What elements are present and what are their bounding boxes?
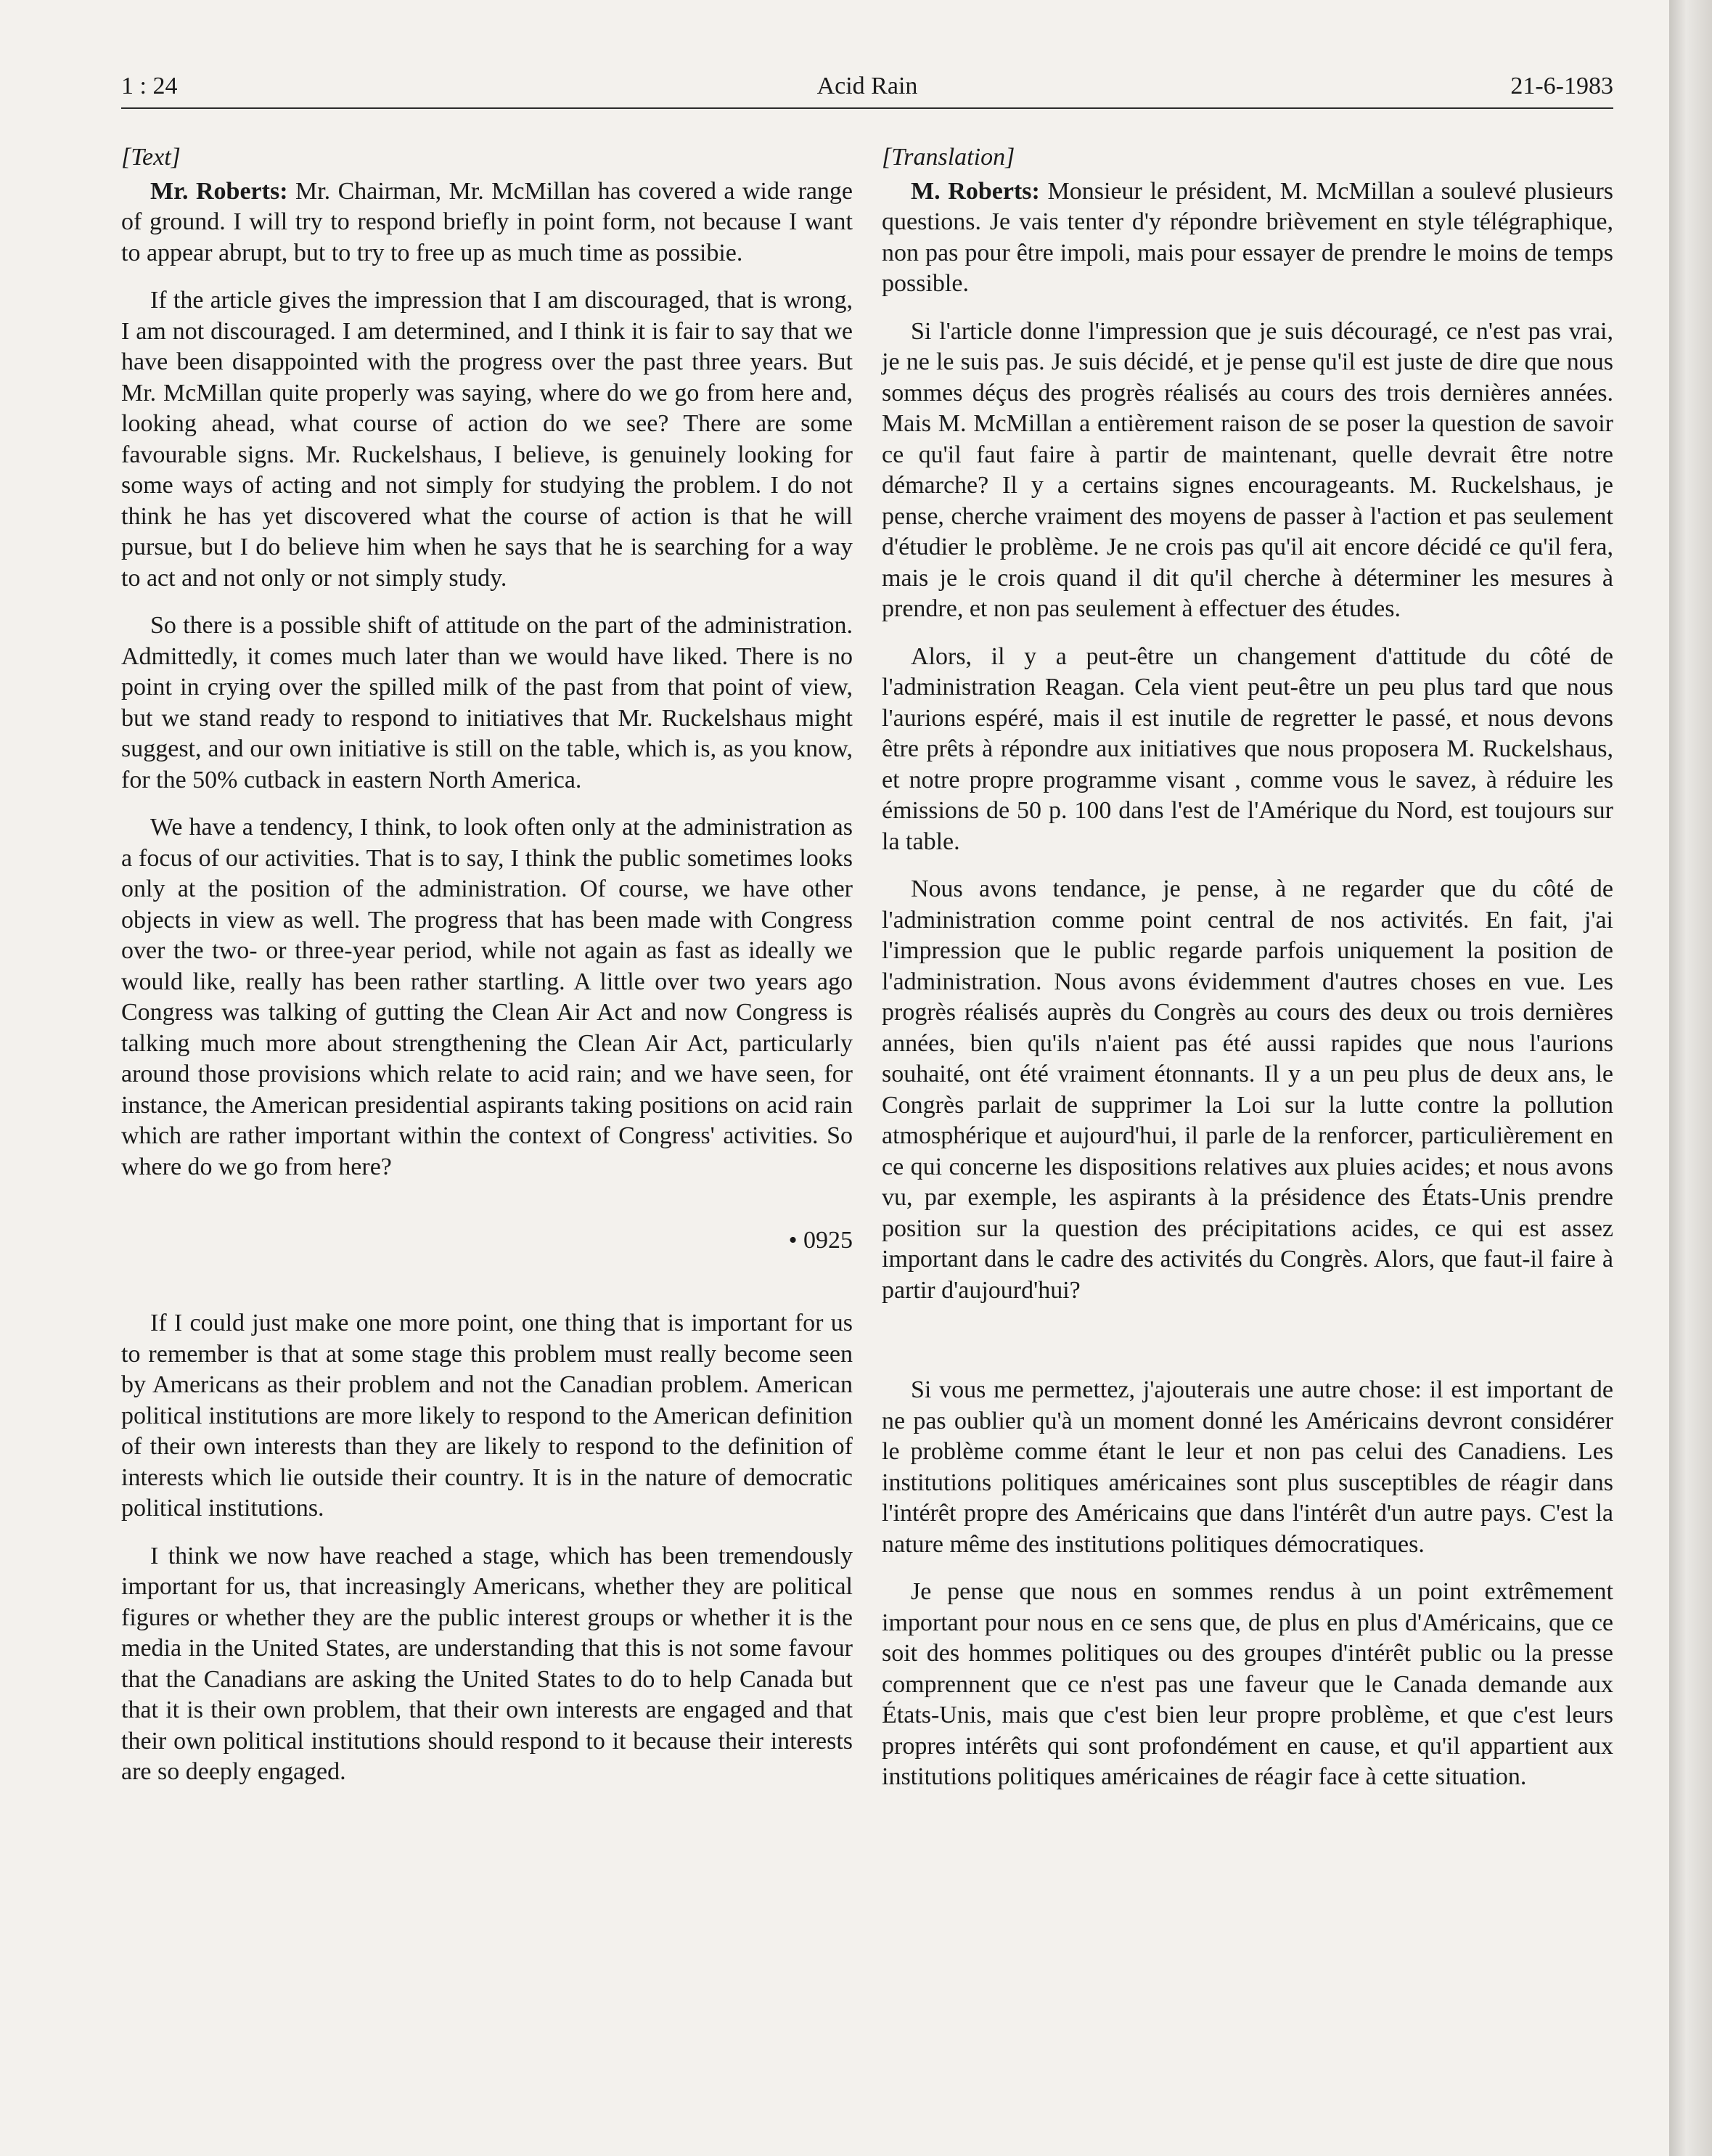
paragraph: Je pense que nous en sommes rendus à un point extrêmement important pour nous en ce sens que, de plus en plus d'Américains, que ce soit des hommes politiques ou des groupes d'intérêt public ou la presse comprennent que ce n'est pas une faveur que le Canada demande aux États-Unis, mais que c'est bien leur propre problème, et que c'est leurs propres intérêts qui sont profondément en cause, et qu'il appartient aux institutions politiques américaines de réagir face à cette situation. [882, 1578, 1613, 1790]
time-marker-block [121, 1199, 853, 1308]
paragraph: So there is a possible shift of attitude on the part of the administration. Admittedly, it comes much later than we would have liked. There is no point in crying over the spilled milk of the past from that point of view, but we stand ready to respond to initiatives that Mr. Ruckelshaus might suggest, and our own initiative is still on the table, which is, as you know, for the 50% cutback in eastern North America. [121, 612, 853, 793]
paragraph: I think we now have reached a stage, which has been tremendously important for us, that increasingly Americans, whether they are political figures or whether they are the public interest groups or whether it is the media in the United States, are understanding that this is not some favour that the Canadians are asking the United States to do to help Canada but that it is their own problem, that their own interests are engaged and that their own political institutions should respond to it because their interests are so deeply engaged. [121, 1542, 853, 1785]
header-rule [121, 107, 1613, 109]
paragraph: Alors, il y a peut-être un changement d'attitude du côté de l'administration Reagan. Cela vient peut-être un peu plus tard que nous l'aurions espéré, mais il est inutile de regretter le passé, et nous devons être prêts à répondre aux initiatives que nous proposera M. Ruckelshaus, et notre propre programme visant , comme vous le savez, à réduire les émissions de 50 p. 100 dans l'est de l'Amérique du Nord, est toujours sur la table. [882, 642, 1613, 855]
paragraph [882, 176, 1613, 300]
paragraph [121, 176, 853, 269]
paragraph: Si l'article donne l'impression que je suis découragé, ce n'est pas vrai, je ne le suis pas. Je suis décidé, et je pense qu'il est juste de dire que nous sommes déçus des progrès réalisés au cours des trois dernières années. Mais M. McMillan a entièrement raison de se poser la question de savoir ce qu'il faut faire à partir de maintenant, quelle devrait être notre démarche? Il y a certains signes encourageants. M. Ruckelshaus, je pense, cherche vraiment des moyens de passer à l'action et pas seulement d'étudier le problème. Je ne crois pas qu'il ait encore décidé ce qu'il fera, mais je le crois quand il dit qu'il cherche à déterminer les mesures à prendre, et non pas seulement à effectuer des études. [882, 317, 1613, 622]
page-number: 1 : 24 [121, 73, 178, 99]
column-label: [Text] [121, 144, 181, 171]
page-edge [1669, 0, 1712, 2156]
paragraph: If I could just make one more point, one thing that is important for us to remember is that at some stage this problem must really become seen by Americans as their problem and not the Canadian problem. American political institutions are more likely to respond to the American definition of their own interests than they are likely to respond to the definition of interests which lie outside their country. It is in the nature of democratic political institutions. [121, 1310, 853, 1522]
column-spacer [882, 1323, 1613, 1375]
paragraph-text: Monsieur le président, M. McMillan a soulevé plusieurs questions. Je vais tenter d'y répondre brièvement en style télégraphique, non pas pour être impoli, mais pour essayer de prendre le moins de temps possible. [882, 177, 1614, 297]
column-label: [Translation] [882, 144, 1015, 171]
header-date: 21-6-1983 [1510, 73, 1613, 99]
paragraph: Nous avons tendance, je pense, à ne regarder que du côté de l'administration comme point central de nos activités. En fait, j'ai l'impression que le public regarde parfois uniquement la position de l'administration. Nous avons évidemment d'autres choses en vue. Les progrès réalisés auprès du Congrès au cours des deux ou trois dernières années, bien qu'ils n'aient pas été aussi rapides que nous l'aurions souhaité, ont été vraiment étonnants. Il y a un peu plus de deux ans, le Congrès parlait de supprimer la Loi sur la lutte contre la pollution atmosphérique et aujourd'hui, il parle de la renforcer, particulièrement en ce qui concerne les dispositions relatives aux pluies acides; et nous avons vu, par exemple, les aspirants à la présidence des États-Unis prendre position sur la question des précipitations acides, ce qui est assez important dans le cadre des activités du Congrès. Alors, que faut-il faire à partir d'aujourd'hui? [882, 875, 1613, 1304]
paragraph: If the article gives the impression that I am discouraged, that is wrong, I am not discouraged. I am determined, and I think it is fair to say that we have been disappointed with the progress over the past three years. But Mr. McMillan quite properly was saying, where do we go from here and, looking ahead, what course of action do we see? There are some favourable signs. Mr. Ruckelshaus, I believe, is genuinely looking for some ways of acting and not simply for studying the problem. I do not think he has yet discovered what the course of action is that he will pursue, but I do believe him when he says that he is searching for a way to act and not only or not simply study. [121, 287, 853, 592]
running-title: Acid Rain [816, 73, 918, 99]
french-column [882, 142, 1613, 1810]
speaker-name: Mr. Roberts: [150, 177, 288, 205]
paragraph-text: Mr. Chairman, Mr. McMillan has covered a wide range of ground. I will try to respond briefly in point form, not because I want to appear abrupt, but to try to free up as much time as possibie. [121, 177, 853, 266]
paragraph: We have a tendency, I think, to look often only at the administration as a focus of our activities. That is to say, I think the public sometimes looks only at the position of the administration. Of course, we have other objects in view as well. The progress that has been made with Congress over the two- or three-year period, while not again as fast as ideally we would like, really has been rather startling. A little over two years ago Congress was talking of gutting the Clean Air Act and now Congress is talking much more about strengthening the Clean Air Act, particularly around those provisions which relate to acid rain; and we have seen, for instance, the American presidential aspirants taking positions on acid rain which are rather important within the context of Congress' activities. So where do we go from here? [121, 814, 853, 1180]
speaker-name: M. Roberts: [911, 177, 1040, 205]
paragraph: Si vous me permettez, j'ajouterais une autre chose: il est important de ne pas oublier qu'à un moment donné les Américains devront considérer le problème comme étant le leur et non pas celui des Canadiens. Les institutions politiques américaines sont plus susceptibles de réagir dans l'intérêt propre des Américains que dans l'intérêt d'un autre pays. C'est la nature même des institutions politiques démocratiques. [882, 1376, 1613, 1558]
page-header [121, 73, 1613, 109]
time-marker: • 0925 [788, 1227, 853, 1254]
english-column [121, 142, 853, 1805]
